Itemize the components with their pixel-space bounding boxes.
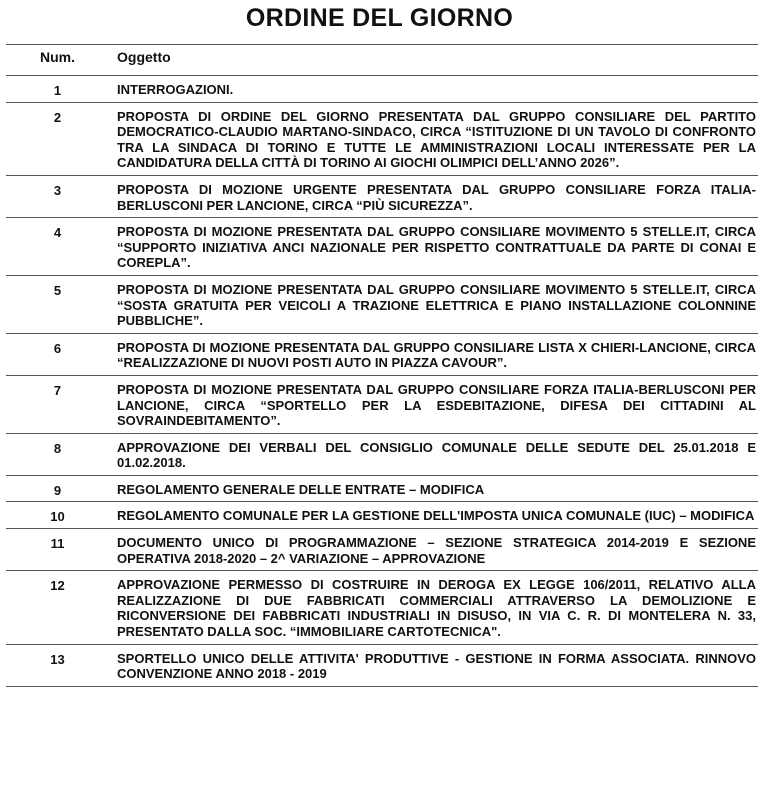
item-number: 11 [6, 529, 109, 571]
item-text: PROPOSTA DI ORDINE DEL GIORNO PRESENTATA DAL GRUPPO CONSILIARE DEL PARTITO DEMOCRATICO-CLAUDIO MARTANO-SINDACO, CIRCA “ISTITUZIONE DI UN TAVOLO DI CONFRONTO TRA LA SINDACA DI TORINO E TUTTE LE AMMINISTRAZIONI LOCALI INTERESSATE PER LA CANDIDATURA DELLA CITTÀ DI TORINO AI GIOCHI OLIMPICI DELL’ANNO 2026”. [109, 102, 758, 175]
column-header-num: Num. [6, 45, 109, 76]
item-text: APPROVAZIONE DEI VERBALI DEL CONSIGLIO COMUNALE DELLE SEDUTE DEL 25.01.2018 E 01.02.2018. [109, 433, 758, 475]
item-number: 4 [6, 218, 109, 276]
item-number: 8 [6, 433, 109, 475]
table-row [6, 433, 758, 475]
item-text: DOCUMENTO UNICO DI PROGRAMMAZIONE – SEZIONE STRATEGICA 2014-2019 E SEZIONE OPERATIVA 2018-2020 – 2^ VARIAZIONE – APPROVAZIONE [109, 529, 758, 571]
table-row [6, 644, 758, 686]
page-title: ORDINE DEL GIORNO [245, 4, 514, 32]
item-number: 10 [6, 502, 109, 529]
table-row [6, 175, 758, 217]
item-number: 6 [6, 333, 109, 375]
item-text: PROPOSTA DI MOZIONE PRESENTATA DAL GRUPPO CONSILIARE LISTA X CHIERI-LANCIONE, CIRCA “REALIZZAZIONE DI NUOVI POSTI AUTO IN PIAZZA CAVOUR”. [109, 333, 758, 375]
item-number: 7 [6, 375, 109, 433]
item-text: PROPOSTA DI MOZIONE PRESENTATA DAL GRUPPO CONSILIARE FORZA ITALIA-BERLUSCONI PER LANCIONE, CIRCA “SPORTELLO PER LA ESDEBITAZIONE, DIFESA DEI CITTADINI AL SOVRAINDEBITAMENTO”. [109, 375, 758, 433]
table-row [6, 529, 758, 571]
item-number: 9 [6, 475, 109, 502]
column-header-subject: Oggetto [109, 45, 758, 76]
item-number: 5 [6, 275, 109, 333]
item-text: SPORTELLO UNICO DELLE ATTIVITA' PRODUTTIVE - GESTIONE IN FORMA ASSOCIATA. RINNOVO CONVENZIONE ANNO 2018 - 2019 [109, 644, 758, 686]
table-row [6, 76, 758, 103]
item-text: APPROVAZIONE PERMESSO DI COSTRUIRE IN DEROGA EX LEGGE 106/2011, RELATIVO ALLA REALIZZAZIONE DI DUE FABBRICATI COMMERCIALI ATTRAVERSO LA DEMOLIZIONE E RICONVERSIONE DEI FABBRICATI INDUSTRIALI IN DISUSO, IN VIA C. R. DI MONTELERA N. 33, PRESENTATO DALLA SOC. “IMMOBILIARE CARTOTECNICA". [109, 571, 758, 644]
item-text: REGOLAMENTO COMUNALE PER LA GESTIONE DELL'IMPOSTA UNICA COMUNALE (IUC) – MODIFICA [109, 502, 758, 529]
table-row [6, 275, 758, 333]
table-row [6, 375, 758, 433]
item-number: 3 [6, 175, 109, 217]
table-row [6, 571, 758, 644]
item-number: 13 [6, 644, 109, 686]
table-header-row [6, 45, 758, 76]
item-text: PROPOSTA DI MOZIONE URGENTE PRESENTATA DAL GRUPPO CONSILIARE FORZA ITALIA-BERLUSCONI PER LANCIONE, CIRCA “PIÙ SICUREZZA”. [109, 175, 758, 217]
table-row [6, 102, 758, 175]
item-text: INTERROGAZIONI. [109, 76, 758, 103]
table-row [6, 502, 758, 529]
table-row [6, 333, 758, 375]
item-number: 1 [6, 76, 109, 103]
item-text: REGOLAMENTO GENERALE DELLE ENTRATE – MODIFICA [109, 475, 758, 502]
agenda-table [6, 44, 758, 687]
item-text: PROPOSTA DI MOZIONE PRESENTATA DAL GRUPPO CONSILIARE MOVIMENTO 5 STELLE.IT, CIRCA “SOSTA GRATUITA PER VEICOLI A TRAZIONE ELETTRICA E PIANO INSTALLAZIONE COLONNINE PUBBLICHE”. [109, 275, 758, 333]
item-number: 2 [6, 102, 109, 175]
item-text: PROPOSTA DI MOZIONE PRESENTATA DAL GRUPPO CONSILIARE MOVIMENTO 5 STELLE.IT, CIRCA “SUPPORTO INIZIATIVA ANCI NAZIONALE PER RISPETTO CONTRATTUALE DA PARTE DI CONAI E COREPLA”. [109, 218, 758, 276]
table-row [6, 475, 758, 502]
item-number: 12 [6, 571, 109, 644]
table-row [6, 218, 758, 276]
